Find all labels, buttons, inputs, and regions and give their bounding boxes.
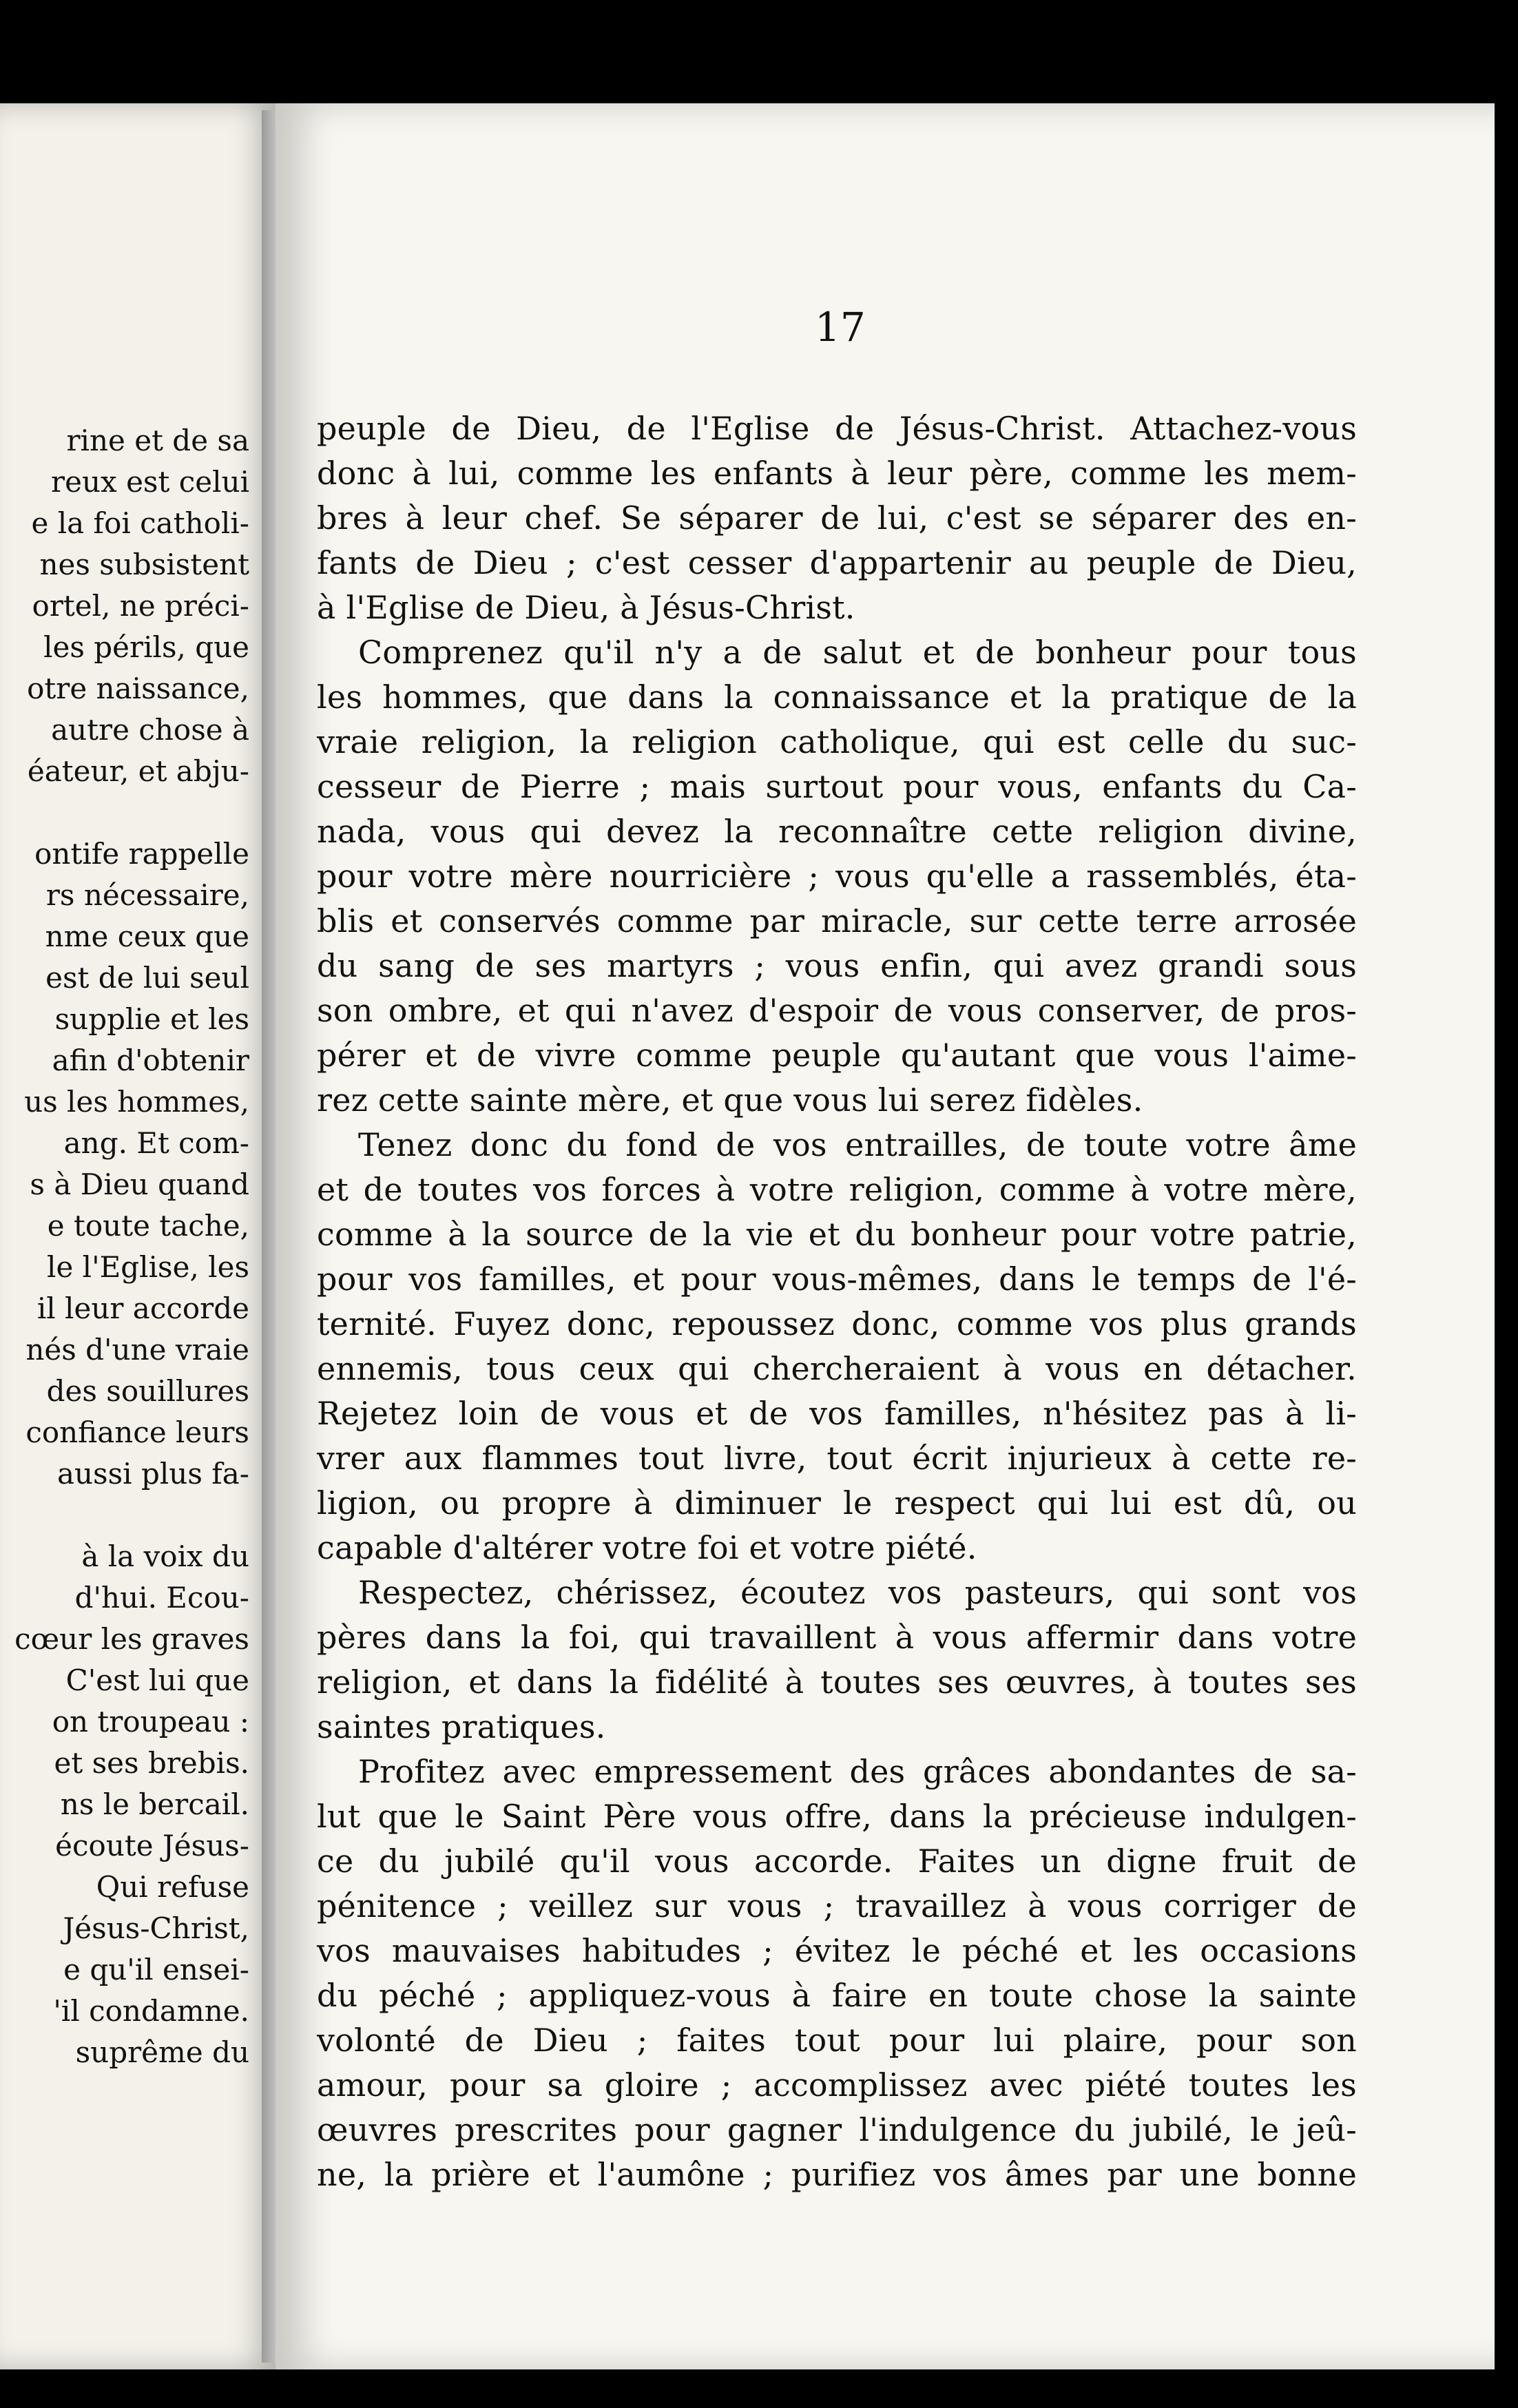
left-text-line: ontife rappelle <box>34 837 249 871</box>
left-text-line: e la foi catholi- <box>31 506 249 540</box>
left-text-line: e toute tache, <box>47 1209 249 1243</box>
text-line: du sang de ses martyrs ; vous enfin, qui avez grandi sous <box>317 947 1357 984</box>
left-text-line: on troupeau : <box>52 1705 249 1738</box>
text-line: Tenez donc du fond de vos entrailles, de toute votre âme <box>358 1126 1357 1163</box>
text-line: pour vos familles, et pour vous-mêmes, dans le temps de l'é- <box>317 1260 1357 1298</box>
text-line: pérer et de vivre comme peuple qu'autant que vous l'aime- <box>317 1037 1357 1074</box>
text-line: son ombre, et qui n'avez d'espoir de vous conserver, de pros- <box>317 992 1357 1029</box>
text-line: les hommes, que dans la connaissance et la pratique de la <box>317 678 1357 716</box>
left-text-line: autre chose à <box>51 713 249 747</box>
left-text-line: il leur accorde <box>37 1291 249 1325</box>
text-line: saintes pratiques. <box>317 1708 606 1745</box>
left-text-line: nes subsistent <box>39 548 249 581</box>
text-line: fants de Dieu ; c'est cesser d'appartenir au peuple de Dieu, <box>317 544 1357 581</box>
text-line: vrer aux flammes tout livre, tout écrit injurieux à cette re- <box>317 1440 1357 1477</box>
left-text-line: rine et de sa <box>66 424 249 457</box>
left-text-line: Jésus-Christ, <box>63 1911 249 1945</box>
left-text-line: reux est celui <box>51 465 249 499</box>
left-text-line: supplie et les <box>54 1002 249 1036</box>
text-line: œuvres prescrites pour gagner l'indulgence du jubilé, le jeû- <box>317 2111 1357 2148</box>
text-line: vraie religion, la religion catholique, qui est celle du suc- <box>317 723 1357 760</box>
text-line: blis et conservés comme par miracle, sur cette terre arrosée <box>317 902 1357 940</box>
text-line: du péché ; appliquez-vous à faire en toute chose la sainte <box>317 1977 1357 2014</box>
left-page <box>0 103 275 2369</box>
text-line: Rejetez loin de vous et de vos familles, n'hésitez pas à li- <box>317 1395 1357 1432</box>
text-line: lut que le Saint Père vous offre, dans la précieuse indulgen- <box>317 1798 1357 1835</box>
text-line: ennemis, tous ceux qui chercheraient à vous en détacher. <box>317 1350 1357 1387</box>
text-line: ligion, ou propre à diminuer le respect qui lui est dû, ou <box>317 1484 1357 1522</box>
text-line: capable d'altérer votre foi et votre piété. <box>317 1529 977 1566</box>
left-text-line: le l'Eglise, les <box>47 1250 249 1284</box>
left-text-line: confiance leurs <box>25 1415 249 1449</box>
left-text-line: Qui refuse <box>96 1870 249 1904</box>
left-text-line: suprême du <box>75 2035 249 2069</box>
text-line: Profitez avec empressement des grâces abondantes de sa- <box>358 1753 1357 1790</box>
text-line: donc à lui, comme les enfants à leur père, comme les mem- <box>317 455 1357 492</box>
left-text-line: 'il condamne. <box>53 1994 249 2028</box>
text-line: ne, la prière et l'aumône ; purifiez vos âmes par une bonne <box>317 2156 1357 2193</box>
text-line: pères dans la foi, qui travaillent à vous affermir dans votre <box>317 1619 1357 1656</box>
right-page <box>275 103 1495 2369</box>
text-line: vos mauvaises habitudes ; évitez le péché et les occasions <box>317 1932 1357 1969</box>
text-line: amour, pour sa gloire ; accomplissez avec piété toutes les <box>317 2066 1357 2104</box>
left-text-line: afin d'obtenir <box>52 1044 249 1077</box>
left-text-line: e qu'il ensei- <box>63 1953 249 1986</box>
page-number: 17 <box>815 304 866 351</box>
left-text-line: écoute Jésus- <box>55 1829 249 1862</box>
text-line: peuple de Dieu, de l'Eglise de Jésus-Christ. Attachez-vous <box>317 410 1357 447</box>
left-text-line: us les hommes, <box>24 1085 249 1119</box>
text-line: pénitence ; veillez sur vous ; travaillez à vous corriger de <box>317 1887 1357 1924</box>
left-text-line: rs nécessaire, <box>45 878 249 912</box>
text-line: Comprenez qu'il n'y a de salut et de bonheur pour tous <box>358 634 1357 671</box>
text-line: rez cette sainte mère, et que vous lui serez fidèles. <box>317 1081 1143 1119</box>
text-line: bres à leur chef. Se séparer de lui, c'est se séparer des en- <box>317 499 1357 537</box>
left-text-line: et ses brebis. <box>54 1746 249 1780</box>
left-text-line: nés d'une vraie <box>25 1333 249 1367</box>
text-line: à l'Eglise de Dieu, à Jésus-Christ. <box>317 589 855 626</box>
text-line: ternité. Fuyez donc, repoussez donc, comme vos plus grands <box>317 1305 1357 1342</box>
text-line: comme à la source de la vie et du bonheur pour votre patrie, <box>317 1216 1357 1253</box>
text-line: Respectez, chérissez, écoutez vos pasteurs, qui sont vos <box>358 1574 1357 1611</box>
left-text-line: aussi plus fa- <box>56 1457 249 1491</box>
left-text-line: otre naissance, <box>27 672 249 705</box>
text-line: volonté de Dieu ; faites tout pour lui plaire, pour son <box>317 2022 1357 2059</box>
left-text-line: cœur les graves <box>14 1622 249 1656</box>
left-text-line: s à Dieu quand <box>30 1167 249 1201</box>
left-text-line: est de lui seul <box>45 961 249 995</box>
left-text-line: ortel, ne préci- <box>32 589 249 623</box>
left-text-line: nme ceux que <box>45 920 249 953</box>
left-text-line: d'hui. Ecou- <box>74 1581 249 1615</box>
left-text-line: des souillures <box>46 1374 249 1408</box>
left-text-line: les périls, que <box>43 630 249 664</box>
left-text-line: à la voix du <box>81 1539 249 1573</box>
left-text-line: ns le bercail. <box>60 1787 249 1821</box>
text-line: ce du jubilé qu'il vous accorde. Faites un digne fruit de <box>317 1843 1357 1880</box>
left-text-line: C'est lui que <box>65 1663 249 1697</box>
text-line: et de toutes vos forces à votre religion, comme à votre mère, <box>317 1171 1357 1208</box>
text-line: nada, vous qui devez la reconnaître cette religion divine, <box>317 813 1357 850</box>
text-line: religion, et dans la fidélité à toutes ses œuvres, à toutes ses <box>317 1663 1357 1701</box>
text-line: pour votre mère nourricière ; vous qu'elle a rassemblés, éta- <box>317 858 1357 895</box>
left-text-line: éateur, et abju- <box>27 754 249 788</box>
left-text-line: ang. Et com- <box>63 1126 249 1160</box>
text-line: cesseur de Pierre ; mais surtout pour vous, enfants du Ca- <box>317 768 1357 805</box>
